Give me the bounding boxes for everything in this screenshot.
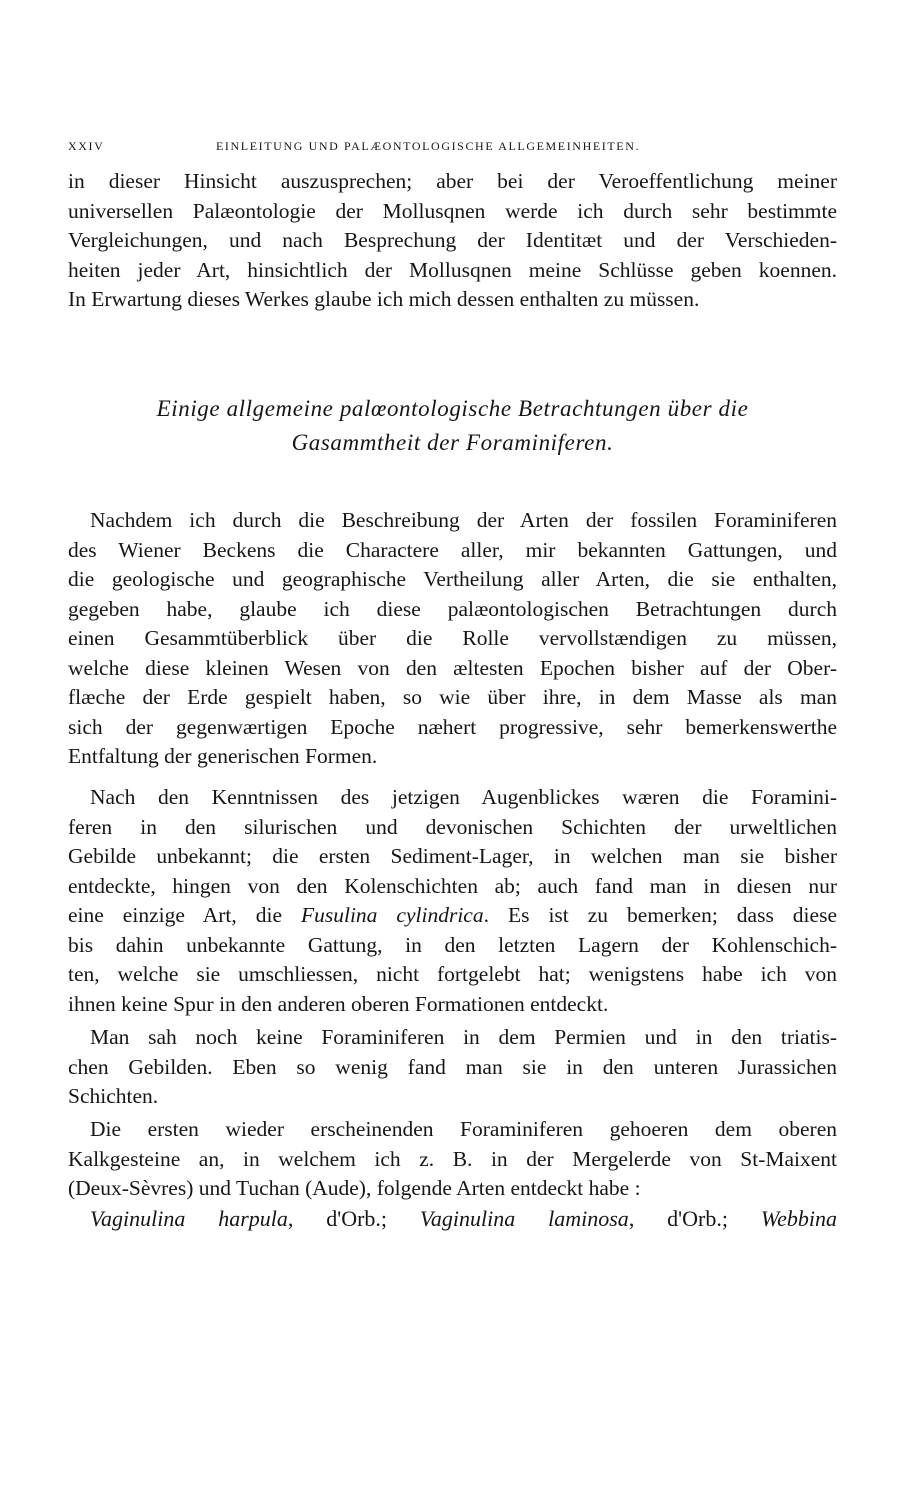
- species-name: Vaginulina harpula: [90, 1206, 288, 1231]
- text-line: sich der gegenwærtigen Epoche næhert progressive, sehr bemerkenswerthe: [68, 714, 837, 739]
- text-line: gegeben habe, glaube ich diese palæontologischen Betrachtungen durch: [68, 596, 837, 621]
- species-list-line: [68, 1204, 837, 1234]
- text-line: Nach den Kenntnissen des jetzigen Augenblickes wæren die Foramini-: [90, 785, 837, 809]
- text-line: Schichten.: [68, 1084, 159, 1108]
- section-heading-line-1: Einige allgemeine palœontologische Betrachtungen über die: [156, 396, 749, 421]
- species-name: Vaginulina laminosa: [419, 1206, 629, 1231]
- text-line: Nachdem ich durch die Beschreibung der Arten der fossilen Foraminiferen: [90, 508, 837, 532]
- section-heading: [68, 392, 837, 460]
- text-line: welche diese kleinen Wesen von den æltesten Epochen bisher auf der Ober-: [68, 655, 837, 680]
- page-number: XXIV: [68, 139, 105, 153]
- running-head: [68, 137, 836, 155]
- species-name: Fusulina cylindrica: [300, 903, 484, 927]
- text-line: Gebilde unbekannt; die ersten Sediment-Lager, in welchen man sie bisher: [68, 844, 837, 868]
- text-line: Die ersten wieder erscheinenden Foraminiferen gehoeren dem oberen: [90, 1117, 837, 1141]
- section-heading-line-2: Gasammtheit der Foraminiferen.: [291, 430, 614, 455]
- text-line: einen Gesammtüberblick über die Rolle vervollstændigen zu müssen,: [68, 626, 837, 650]
- text-line: In Erwartung dieses Werkes glaube ich mich dessen enthalten zu müssen.: [68, 287, 700, 311]
- paragraph-1: [68, 506, 837, 772]
- paragraph-4: [68, 1115, 837, 1204]
- text-line: des Wiener Beckens die Charactere aller, mir bekannten Gattungen, und: [68, 537, 837, 562]
- intro-paragraph: [68, 167, 837, 315]
- text-line: chen Gebilden. Eben so wenig fand man sie in den unteren Jurassichen: [68, 1054, 837, 1079]
- text-line: flæche der Erde gespielt haben, so wie über ihre, in dem Masse als man: [68, 685, 837, 709]
- text-line: ihnen keine Spur in den anderen oberen Formationen entdeckt.: [68, 991, 609, 1016]
- running-head-title: EINLEITUNG UND PALÆONTOLOGISCHE ALLGEMEINHEITEN.: [216, 139, 641, 153]
- text-line: entdeckte, hingen von den Kolenschichten ab; auch fand man in diesen nur: [68, 873, 837, 898]
- text-line: (Deux-Sèvres) und Tuchan (Aude), folgende Arten entdeckt habe :: [68, 1176, 641, 1200]
- text-line: heiten jeder Art, hinsichtlich der Mollusqnen meine Schlüsse geben koennen.: [68, 257, 837, 282]
- text-line: ten, welche sie umschliessen, nicht fortgelebt hat; wenigstens habe ich von: [68, 962, 837, 986]
- text-line: bis dahin unbekannte Gattung, in den letzten Lagern der Kohlenschich-: [68, 932, 837, 957]
- text-line: in dieser Hinsicht auszusprechen; aber bei der Veroeffentlichung meiner: [68, 169, 837, 193]
- text-line: feren in den silurischen und devonischen Schichten der urweltlichen: [68, 814, 837, 839]
- text-line: die geologische und geographische Vertheilung aller Arten, die sie enthalten,: [68, 567, 837, 591]
- text-line: Man sah noch keine Foraminiferen in dem Permien und in den triatis-: [90, 1025, 837, 1049]
- text-line: Kalkgesteine an, in welchem ich z. B. in der Mergelerde von St-Maixent: [68, 1146, 837, 1171]
- text-line-with-species: [68, 1204, 837, 1234]
- text-line-with-species: [68, 901, 837, 931]
- paragraph-2: [68, 783, 837, 1019]
- species-name: Webbina: [760, 1206, 838, 1231]
- text-line: Vergleichungen, und nach Besprechung der Identitæt und der Verschieden-: [68, 228, 837, 252]
- line-text: . Es ist zu bemerken; dass diese: [483, 903, 837, 927]
- paragraph-3: [68, 1023, 837, 1112]
- line-text: eine einzige Art, die: [68, 903, 301, 927]
- text-line: Entfaltung der generischen Formen.: [68, 744, 378, 768]
- text-line: universellen Palæontologie der Mollusqnen werde ich durch sehr bestimmte: [68, 198, 837, 223]
- author-citation: , d'Orb.;: [628, 1206, 761, 1231]
- author-citation: , d'Orb.;: [287, 1206, 420, 1231]
